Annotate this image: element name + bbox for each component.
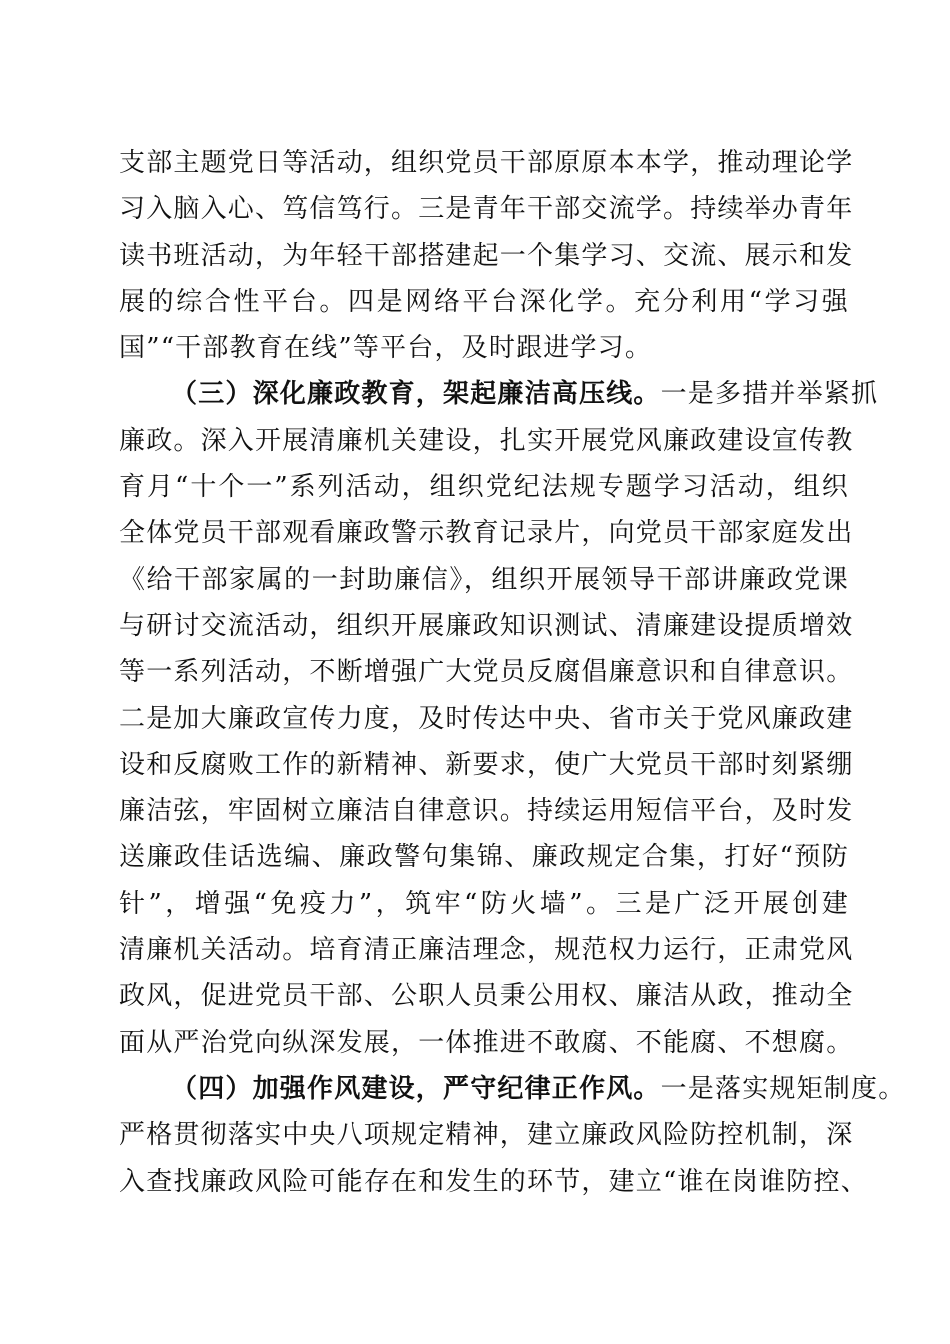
text-line: 与研讨交流活动，组织开展廉政知识测试、清廉建设提质增效 xyxy=(119,610,854,641)
text-line: 支部主题党日等活动，组织党员干部原原本本学，推动理论学 xyxy=(119,148,854,178)
section-4-first-line-rest: 一是落实规矩制度。 xyxy=(660,1073,906,1104)
text-line: 送廉政佳话选编、廉政警句集锦、廉政规定合集，打好“预防 xyxy=(119,842,849,873)
text-line: 面从严治党向纵深发展，一体推进不敢腐、不能腐、不想腐。 xyxy=(119,1027,854,1058)
section-4-first-line xyxy=(119,1066,906,1112)
text-line: 全体党员干部观看廉政警示教育记录片，向党员干部家庭发出 xyxy=(119,518,854,549)
section-3-first-line-rest: 一是多措并举紧抓 xyxy=(660,379,879,410)
text-line: 等一系列活动，不断增强广大党员反腐倡廉意识和自律意识。 xyxy=(119,657,854,688)
text-line: 针”，增强“免疫力”，筑牢“防火墙”。三是广泛开展创建 xyxy=(119,888,849,919)
text-line: 清廉机关活动。培育清正廉洁理念，规范权力运行，正肃党风 xyxy=(119,935,854,966)
text-line: 《给干部家属的一封助廉信》，组织开展领导干部讲廉政党课 xyxy=(119,564,849,595)
text-line: 入查找廉政风险可能存在和发生的环节，建立“谁在岗谁防控、 xyxy=(119,1166,868,1197)
text-line: 展的综合性平台。四是网络平台深化学。充分利用“学习强 xyxy=(119,286,849,317)
text-line: 廉洁弦，牢固树立廉洁自律意识。持续运用短信平台，及时发 xyxy=(119,796,854,827)
section-3-first-line xyxy=(119,371,879,417)
text-line: 严格贯彻落实中央八项规定精神，建立廉政风险防控机制，深 xyxy=(119,1120,854,1151)
text-line: 二是加大廉政宣传力度，及时传达中央、省市关于党风廉政建 xyxy=(119,703,854,734)
section-4-heading: （四）加强作风建设，严守纪律正作风。 xyxy=(171,1073,661,1104)
text-line: 国”“干部教育在线”等平台，及时跟进学习。 xyxy=(119,333,653,364)
text-line: 读书班活动，为年轻干部搭建起一个集学习、交流、展示和发 xyxy=(119,240,854,271)
text-line: 廉政。深入开展清廉机关建设，扎实开展党风廉政建设宣传教 xyxy=(119,425,854,456)
text-line: 政风，促进党员干部、公职人员秉公用权、廉洁从政，推动全 xyxy=(119,981,854,1012)
section-3-heading: （三）深化廉政教育，架起廉洁高压线。 xyxy=(171,379,661,410)
document-body xyxy=(119,140,906,1205)
text-line: 习入脑入心、笃信笃行。三是青年干部交流学。持续举办青年 xyxy=(119,194,854,225)
text-line: 设和反腐败工作的新精神、新要求，使广大党员干部时刻紧绷 xyxy=(119,749,854,780)
text-line: 育月“十个一”系列活动，组织党纪法规专题学习活动，组织 xyxy=(119,472,849,503)
